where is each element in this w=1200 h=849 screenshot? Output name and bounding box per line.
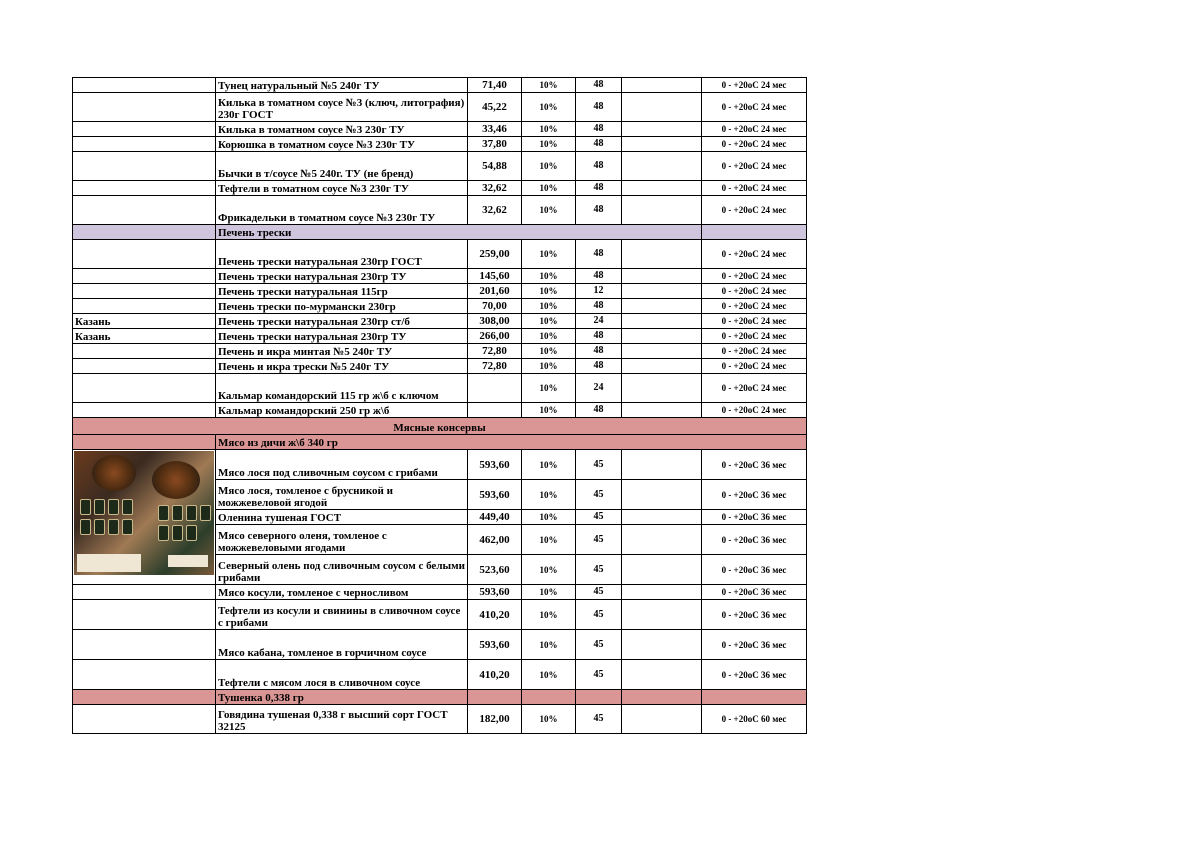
vat-cell: 10%	[522, 585, 576, 600]
region-cell	[73, 93, 216, 122]
category-title: Мясные консервы	[73, 418, 807, 435]
region-cell	[73, 78, 216, 93]
price-cell: 45,22	[468, 93, 522, 122]
empty-cell	[622, 344, 702, 359]
empty-cell	[622, 93, 702, 122]
section-row	[73, 225, 807, 240]
region-cell	[73, 240, 216, 269]
price-cell: 593,60	[468, 450, 522, 480]
price-cell	[468, 374, 522, 403]
price-cell: 37,80	[468, 137, 522, 152]
product-name: Говядина тушеная 0,338 г высший сорт ГОСТ 32125	[216, 705, 468, 734]
vat-cell: 10%	[522, 359, 576, 374]
empty-cell	[622, 137, 702, 152]
empty-cell	[622, 240, 702, 269]
pack-qty-cell: 48	[576, 403, 622, 418]
product-name: Печень трески натуральная 230гр ГОСТ	[216, 240, 468, 269]
price-cell: 71,40	[468, 78, 522, 93]
pack-qty-cell: 45	[576, 555, 622, 585]
region-cell	[73, 359, 216, 374]
product-name: Мясо северного оленя, томленое с можжевеловыми ягодами	[216, 525, 468, 555]
table-row	[73, 660, 807, 690]
section-blank	[576, 690, 622, 705]
storage-term-cell: 0 - +20оС 36 мес	[702, 660, 807, 690]
region-cell	[73, 705, 216, 734]
region-cell	[73, 196, 216, 225]
pack-qty-cell: 45	[576, 600, 622, 630]
pack-qty-cell: 48	[576, 344, 622, 359]
vat-cell: 10%	[522, 450, 576, 480]
price-cell	[468, 403, 522, 418]
region-cell	[73, 122, 216, 137]
pack-qty-cell: 48	[576, 196, 622, 225]
pack-qty-cell: 48	[576, 78, 622, 93]
table-row	[73, 374, 807, 403]
empty-cell	[622, 660, 702, 690]
price-cell: 593,60	[468, 585, 522, 600]
table-row	[73, 122, 807, 137]
product-name: Печень трески натуральная 230гр ТУ	[216, 329, 468, 344]
empty-cell	[622, 555, 702, 585]
vat-cell: 10%	[522, 299, 576, 314]
empty-cell	[622, 196, 702, 225]
product-name: Печень трески натуральная 230гр ТУ	[216, 269, 468, 284]
storage-term-cell: 0 - +20оС 36 мес	[702, 585, 807, 600]
table-row	[73, 78, 807, 93]
region-cell	[73, 403, 216, 418]
vat-cell: 10%	[522, 600, 576, 630]
pack-qty-cell: 48	[576, 93, 622, 122]
table-row	[73, 403, 807, 418]
vat-cell: 10%	[522, 660, 576, 690]
region-cell	[73, 374, 216, 403]
region-cell	[73, 269, 216, 284]
vat-cell: 10%	[522, 93, 576, 122]
pack-qty-cell: 45	[576, 525, 622, 555]
pack-qty-cell: 48	[576, 269, 622, 284]
vat-cell: 10%	[522, 284, 576, 299]
empty-cell	[622, 299, 702, 314]
product-name: Тефтели с мясом лося в сливочном соусе	[216, 660, 468, 690]
price-cell: 410,20	[468, 660, 522, 690]
product-name: Мясо кабана, томленое в горчичном соусе	[216, 630, 468, 660]
product-name: Килька в томатном соусе №3 (ключ, литография) 230г ГОСТ	[216, 93, 468, 122]
table-row	[73, 284, 807, 299]
price-cell: 308,00	[468, 314, 522, 329]
region-cell	[73, 660, 216, 690]
pack-qty-cell: 45	[576, 480, 622, 510]
vat-cell: 10%	[522, 152, 576, 181]
empty-cell	[622, 585, 702, 600]
price-cell: 32,62	[468, 181, 522, 196]
pack-qty-cell: 48	[576, 359, 622, 374]
vat-cell: 10%	[522, 480, 576, 510]
table-row	[73, 181, 807, 196]
storage-term-cell: 0 - +20оС 36 мес	[702, 555, 807, 585]
vat-cell: 10%	[522, 78, 576, 93]
price-cell: 70,00	[468, 299, 522, 314]
storage-term-cell: 0 - +20оС 24 мес	[702, 137, 807, 152]
region-cell: Казань	[73, 314, 216, 329]
storage-term-cell: 0 - +20оС 24 мес	[702, 299, 807, 314]
region-cell	[73, 344, 216, 359]
table-row	[73, 269, 807, 284]
region-cell: Казань	[73, 329, 216, 344]
table-row	[73, 705, 807, 734]
price-cell: 32,62	[468, 196, 522, 225]
storage-term-cell: 0 - +20оС 24 мес	[702, 122, 807, 137]
product-name: Корюшка в томатном соусе №3 230г ТУ	[216, 137, 468, 152]
storage-term-cell: 0 - +20оС 24 мес	[702, 181, 807, 196]
empty-cell	[622, 480, 702, 510]
section-blank	[522, 690, 576, 705]
vat-cell: 10%	[522, 122, 576, 137]
empty-cell	[622, 284, 702, 299]
empty-cell	[622, 181, 702, 196]
vat-cell: 10%	[522, 555, 576, 585]
product-name: Печень трески натуральная 115гр	[216, 284, 468, 299]
empty-cell	[622, 510, 702, 525]
section-blank	[73, 435, 216, 450]
product-name: Бычки в т/соусе №5 240г. ТУ (не бренд)	[216, 152, 468, 181]
storage-term-cell: 0 - +20оС 36 мес	[702, 525, 807, 555]
section-blank	[702, 225, 807, 240]
storage-term-cell: 0 - +20оС 24 мес	[702, 344, 807, 359]
storage-term-cell: 0 - +20оС 24 мес	[702, 152, 807, 181]
empty-cell	[622, 359, 702, 374]
table-row	[73, 137, 807, 152]
price-cell: 410,20	[468, 600, 522, 630]
storage-term-cell: 0 - +20оС 24 мес	[702, 314, 807, 329]
product-catalog-photo	[74, 451, 214, 575]
pack-qty-cell: 45	[576, 585, 622, 600]
pack-qty-cell: 48	[576, 299, 622, 314]
section-blank	[702, 690, 807, 705]
product-name: Тефтели из косули и свинины в сливочном соусе с грибами	[216, 600, 468, 630]
pack-qty-cell: 45	[576, 705, 622, 734]
vat-cell: 10%	[522, 525, 576, 555]
price-cell: 182,00	[468, 705, 522, 734]
storage-term-cell: 0 - +20оС 24 мес	[702, 359, 807, 374]
table-row	[73, 93, 807, 122]
section-header: Мясо из дичи ж\б 340 гр	[216, 435, 807, 450]
table-row	[73, 630, 807, 660]
product-name: Оленина тушеная ГОСТ	[216, 510, 468, 525]
table-row	[73, 240, 807, 269]
empty-cell	[622, 630, 702, 660]
table-row	[73, 344, 807, 359]
storage-term-cell: 0 - +20оС 24 мес	[702, 196, 807, 225]
vat-cell: 10%	[522, 329, 576, 344]
section-header: Печень трески	[216, 225, 702, 240]
table-row	[73, 359, 807, 374]
vat-cell: 10%	[522, 181, 576, 196]
storage-term-cell: 0 - +20оС 24 мес	[702, 374, 807, 403]
empty-cell	[622, 374, 702, 403]
section-header: Тушенка 0,338 гр	[216, 690, 468, 705]
pack-qty-cell: 45	[576, 450, 622, 480]
empty-cell	[622, 122, 702, 137]
pack-qty-cell: 48	[576, 329, 622, 344]
empty-cell	[622, 705, 702, 734]
product-name: Тефтели в томатном соусе №3 230г ТУ	[216, 181, 468, 196]
price-cell: 462,00	[468, 525, 522, 555]
vat-cell: 10%	[522, 403, 576, 418]
empty-cell	[622, 152, 702, 181]
storage-term-cell: 0 - +20оС 24 мес	[702, 329, 807, 344]
product-photo-cell	[73, 450, 216, 585]
product-name: Тунец натуральный №5 240г ТУ	[216, 78, 468, 93]
product-name: Кальмар командорский 115 гр ж\б с ключом	[216, 374, 468, 403]
price-list-table	[72, 77, 807, 734]
pack-qty-cell: 48	[576, 137, 622, 152]
region-cell	[73, 137, 216, 152]
vat-cell: 10%	[522, 374, 576, 403]
section-row	[73, 690, 807, 705]
empty-cell	[622, 329, 702, 344]
price-cell: 72,80	[468, 344, 522, 359]
storage-term-cell: 0 - +20оС 36 мес	[702, 510, 807, 525]
product-name: Печень и икра минтая №5 240г ТУ	[216, 344, 468, 359]
pack-qty-cell: 24	[576, 314, 622, 329]
empty-cell	[622, 269, 702, 284]
product-name: Кальмар командорский 250 гр ж\б	[216, 403, 468, 418]
pack-qty-cell: 48	[576, 152, 622, 181]
storage-term-cell: 0 - +20оС 24 мес	[702, 93, 807, 122]
product-name: Мясо лося, томленое с брусникой и можжевеловой ягодой	[216, 480, 468, 510]
price-cell: 33,46	[468, 122, 522, 137]
storage-term-cell: 0 - +20оС 24 мес	[702, 240, 807, 269]
storage-term-cell: 0 - +20оС 24 мес	[702, 403, 807, 418]
empty-cell	[622, 600, 702, 630]
storage-term-cell: 0 - +20оС 36 мес	[702, 630, 807, 660]
storage-term-cell: 0 - +20оС 36 мес	[702, 480, 807, 510]
region-cell	[73, 600, 216, 630]
pack-qty-cell: 45	[576, 660, 622, 690]
empty-cell	[622, 525, 702, 555]
product-name: Печень трески по-мурмански 230гр	[216, 299, 468, 314]
price-cell: 145,60	[468, 269, 522, 284]
empty-cell	[622, 403, 702, 418]
region-cell	[73, 181, 216, 196]
storage-term-cell: 0 - +20оС 36 мес	[702, 600, 807, 630]
price-cell: 523,60	[468, 555, 522, 585]
region-cell	[73, 152, 216, 181]
table-row	[73, 314, 807, 329]
section-row	[73, 418, 807, 435]
pack-qty-cell: 48	[576, 240, 622, 269]
region-cell	[73, 630, 216, 660]
vat-cell: 10%	[522, 630, 576, 660]
price-cell: 259,00	[468, 240, 522, 269]
vat-cell: 10%	[522, 705, 576, 734]
table-row	[73, 585, 807, 600]
section-blank	[468, 690, 522, 705]
section-blank	[622, 690, 702, 705]
section-blank	[73, 225, 216, 240]
storage-term-cell: 0 - +20оС 60 мес	[702, 705, 807, 734]
empty-cell	[622, 450, 702, 480]
storage-term-cell: 0 - +20оС 36 мес	[702, 450, 807, 480]
pack-qty-cell: 45	[576, 630, 622, 660]
pack-qty-cell: 48	[576, 181, 622, 196]
storage-term-cell: 0 - +20оС 24 мес	[702, 78, 807, 93]
pack-qty-cell: 45	[576, 510, 622, 525]
section-row	[73, 435, 807, 450]
price-cell: 266,00	[468, 329, 522, 344]
price-cell: 54,88	[468, 152, 522, 181]
vat-cell: 10%	[522, 314, 576, 329]
pack-qty-cell: 24	[576, 374, 622, 403]
empty-cell	[622, 314, 702, 329]
storage-term-cell: 0 - +20оС 24 мес	[702, 284, 807, 299]
price-cell: 72,80	[468, 359, 522, 374]
product-name: Печень трески натуральная 230гр ст/б	[216, 314, 468, 329]
empty-cell	[622, 78, 702, 93]
price-cell: 201,60	[468, 284, 522, 299]
product-name: Северный олень под сливочным соусом с белыми грибами	[216, 555, 468, 585]
table-row	[73, 450, 807, 480]
vat-cell: 10%	[522, 137, 576, 152]
section-blank	[73, 690, 216, 705]
price-cell: 593,60	[468, 630, 522, 660]
vat-cell: 10%	[522, 269, 576, 284]
vat-cell: 10%	[522, 344, 576, 359]
storage-term-cell: 0 - +20оС 24 мес	[702, 269, 807, 284]
vat-cell: 10%	[522, 196, 576, 225]
table-row	[73, 600, 807, 630]
table-row	[73, 196, 807, 225]
region-cell	[73, 585, 216, 600]
pack-qty-cell: 48	[576, 122, 622, 137]
vat-cell: 10%	[522, 510, 576, 525]
table-row	[73, 329, 807, 344]
table-row	[73, 152, 807, 181]
product-name: Печень и икра трески №5 240г ТУ	[216, 359, 468, 374]
vat-cell: 10%	[522, 240, 576, 269]
product-name: Килька в томатном соусе №3 230г ТУ	[216, 122, 468, 137]
price-cell: 593,60	[468, 480, 522, 510]
region-cell	[73, 284, 216, 299]
pack-qty-cell: 12	[576, 284, 622, 299]
region-cell	[73, 299, 216, 314]
product-name: Мясо лося под сливочным соусом с грибами	[216, 450, 468, 480]
product-name: Фрикадельки в томатном соусе №3 230г ТУ	[216, 196, 468, 225]
price-cell: 449,40	[468, 510, 522, 525]
product-name: Мясо косули, томленое с черносливом	[216, 585, 468, 600]
table-row	[73, 299, 807, 314]
